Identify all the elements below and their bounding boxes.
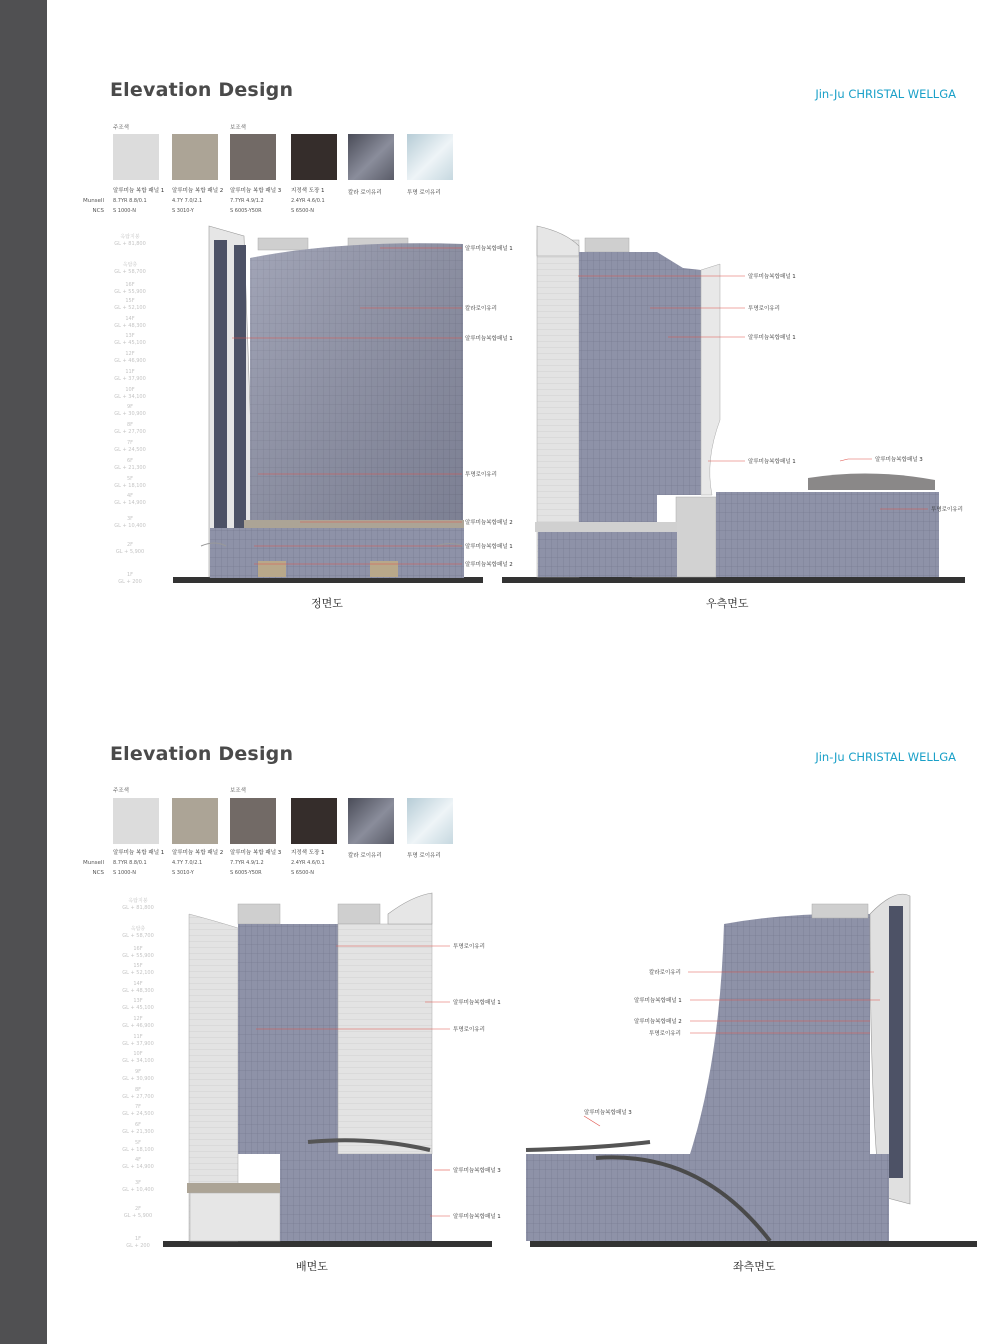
callout-label: 알루미늄복합패널 2 xyxy=(465,520,513,526)
left-elevation-label: 좌측면도 xyxy=(733,1260,776,1273)
level-label: 13F xyxy=(125,333,135,339)
level-label: 7F xyxy=(126,440,134,446)
level-value: GL + 34,100 xyxy=(114,394,146,400)
front-elevation-label: 정면도 xyxy=(311,597,343,610)
level-label: 옥탑지붕 xyxy=(128,898,148,904)
callout-label: 알루미늄복합패널 1 xyxy=(748,335,796,341)
level-value: GL + 55,900 xyxy=(122,953,154,959)
ncs-row-label: NCS xyxy=(92,208,104,214)
level-label: 14F xyxy=(125,316,135,322)
callout-label: 알루미늄복합패널 3 xyxy=(584,1110,632,1116)
secondary-color-label: 보조색 xyxy=(230,125,246,131)
level-label: 8F xyxy=(134,1087,142,1093)
level-value: GL + 46,900 xyxy=(114,358,146,364)
callout-label: 알루미늄복합패널 2 xyxy=(634,1019,682,1025)
ncs-row-label: NCS xyxy=(92,870,104,876)
level-label: 16F xyxy=(125,282,135,288)
project-brand: Jin-Ju CHRISTAL WELLGA xyxy=(815,87,956,101)
level-label: 4F xyxy=(126,493,134,499)
level-label: 2F xyxy=(134,1206,142,1212)
front-elevation-drawing xyxy=(173,226,483,583)
callout-label: 알루미늄복합패널 3 xyxy=(453,1168,501,1174)
level-value: GL + 10,400 xyxy=(114,523,146,529)
level-label: 옥탑지붕 xyxy=(120,234,140,240)
primary-color-label: 주조색 xyxy=(113,125,129,131)
munsell-row-label: Munsell xyxy=(82,860,104,866)
level-value: GL + 52,100 xyxy=(114,305,146,311)
level-label: 11F xyxy=(133,1034,143,1040)
level-label: 14F xyxy=(133,981,143,987)
level-value: GL + 21,300 xyxy=(114,465,146,471)
level-value: GL + 46,900 xyxy=(122,1023,154,1029)
level-value: GL + 45,100 xyxy=(122,1005,154,1011)
callout-label: 알루미늄복합패널 1 xyxy=(748,459,796,465)
callout-label: 알루미늄복합패널 1 xyxy=(465,246,513,252)
elevation-sheet-2: Elevation Design Jin-Ju CHRISTAL WELLGA 주조색 보조색 알루미늄 복합 패널 1 8.7YR 8.8/0.1 S 1000-N 알루미늄 복합 패널 2 4.7Y 7.0/2.1 S 3010-Y 알루미늄 복합 패널 3 7.7YR 4.9/1.2 S 6005-Y50R 지정색 도장 1 2.4YR 4.6/0.1 S 6500-N 칼라 로이유리 투명 로이유리 Munsell NCS 배면도 좌측면도 xyxy=(47,672,1008,1344)
callout-label: 알루미늄복합패널 1 xyxy=(453,1000,501,1006)
munsell-row-label: Munsell xyxy=(82,198,104,204)
level-value: GL + 200 xyxy=(126,1243,150,1249)
level-label: 5F xyxy=(134,1140,142,1146)
level-label: 8F xyxy=(126,422,134,428)
level-value: GL + 27,700 xyxy=(122,1094,154,1100)
level-value: GL + 200 xyxy=(118,579,142,585)
level-label: 13F xyxy=(133,998,143,1004)
level-label: 6F xyxy=(134,1122,142,1128)
callout-label: 투명로이유리 xyxy=(465,472,497,478)
right-elevation-drawing xyxy=(502,226,965,583)
level-label: 6F xyxy=(126,458,134,464)
left-elevation-drawing xyxy=(526,894,977,1247)
callout-label: 투명로이유리 xyxy=(931,507,963,513)
level-value: GL + 24,500 xyxy=(122,1111,154,1117)
level-label: 2F xyxy=(126,542,134,548)
level-value: GL + 81,800 xyxy=(122,905,154,911)
sheet-title: Elevation Design xyxy=(110,743,294,765)
level-label: 9F xyxy=(126,404,134,410)
primary-color-label: 주조색 xyxy=(113,788,129,794)
callout-label: 알루미늄복합패널 1 xyxy=(634,998,682,1004)
callout-label: 알루미늄복합패널 3 xyxy=(875,457,923,463)
level-label: 15F xyxy=(133,963,143,969)
level-value: GL + 14,900 xyxy=(122,1164,154,1170)
level-label: 16F xyxy=(133,946,143,952)
rear-elevation-label: 배면도 xyxy=(296,1260,328,1273)
level-label: 3F xyxy=(134,1180,142,1186)
level-value: GL + 18,100 xyxy=(114,483,146,489)
level-value: GL + 30,900 xyxy=(122,1076,154,1082)
level-value: GL + 37,900 xyxy=(122,1041,154,1047)
level-value: GL + 5,900 xyxy=(123,1213,153,1219)
callout-label: 칼라로이유리 xyxy=(465,306,497,312)
callout-label: 투명로이유리 xyxy=(453,1027,485,1033)
callout-label: 알루미늄복합패널 1 xyxy=(748,274,796,280)
level-label: 1F xyxy=(126,572,134,578)
level-value: GL + 81,800 xyxy=(114,241,146,247)
callout-label: 투명로이유리 xyxy=(453,944,485,950)
level-label: 옥탑층 xyxy=(130,926,146,932)
level-value: GL + 48,300 xyxy=(114,323,146,329)
level-label: 9F xyxy=(134,1069,142,1075)
level-label: 7F xyxy=(134,1104,142,1110)
callout-label: 알루미늄복합패널 1 xyxy=(465,544,513,550)
level-value: GL + 18,100 xyxy=(122,1147,154,1153)
sheet-title: Elevation Design xyxy=(110,79,294,101)
level-label: 4F xyxy=(134,1157,142,1163)
level-value: GL + 5,900 xyxy=(115,549,145,555)
level-label: 11F xyxy=(125,369,135,375)
level-value: GL + 34,100 xyxy=(122,1058,154,1064)
level-label: 1F xyxy=(134,1236,142,1242)
elevation-sheet-1: Elevation Design Jin-Ju CHRISTAL WELLGA 주조색 보조색 알루미늄 복합 패널 1 8.7YR 8.8/0.1 S 1000-N 알루미늄 복합 패널 2 4.7Y 7.0/2.1 S 3010-Y 알루미늄 복합 패널 3 7.7YR 4.9/1.2 S 6005-Y50R 지정색 도장 1 2.4YR 4.6/0.1 S 6500-N 칼라 로이유리 투명 로이유리 Munsell NCS 정면도 우측면도 xyxy=(47,0,1008,672)
level-label: 옥탑층 xyxy=(122,262,138,268)
callout-label: 투명로이유리 xyxy=(649,1031,681,1037)
level-value: GL + 55,900 xyxy=(114,289,146,295)
callout-label: 알루미늄복합패널 2 xyxy=(465,562,513,568)
callout-label: 알루미늄복합패널 1 xyxy=(465,336,513,342)
level-value: GL + 24,500 xyxy=(114,447,146,453)
level-label: 15F xyxy=(125,298,135,304)
callout-label: 투명로이유리 xyxy=(748,306,780,312)
level-label: 5F xyxy=(126,476,134,482)
level-value: GL + 21,300 xyxy=(122,1129,154,1135)
callout-label: 칼라로이유리 xyxy=(649,970,681,976)
level-value: GL + 48,300 xyxy=(122,988,154,994)
secondary-color-label: 보조색 xyxy=(230,788,246,794)
level-label: 12F xyxy=(125,351,135,357)
level-value: GL + 30,900 xyxy=(114,411,146,417)
level-value: GL + 45,100 xyxy=(114,340,146,346)
level-value: GL + 58,700 xyxy=(122,933,154,939)
right-elevation-label: 우측면도 xyxy=(706,597,749,610)
level-label: 10F xyxy=(133,1051,143,1057)
level-label: 3F xyxy=(126,516,134,522)
level-value: GL + 52,100 xyxy=(122,970,154,976)
level-value: GL + 14,900 xyxy=(114,500,146,506)
level-value: GL + 58,700 xyxy=(114,269,146,275)
callout-label: 알루미늄복합패널 1 xyxy=(453,1214,501,1220)
level-label: 12F xyxy=(133,1016,143,1022)
level-value: GL + 27,700 xyxy=(114,429,146,435)
level-value: GL + 10,400 xyxy=(122,1187,154,1193)
level-label: 10F xyxy=(125,387,135,393)
level-value: GL + 37,900 xyxy=(114,376,146,382)
project-brand: Jin-Ju CHRISTAL WELLGA xyxy=(815,750,956,764)
